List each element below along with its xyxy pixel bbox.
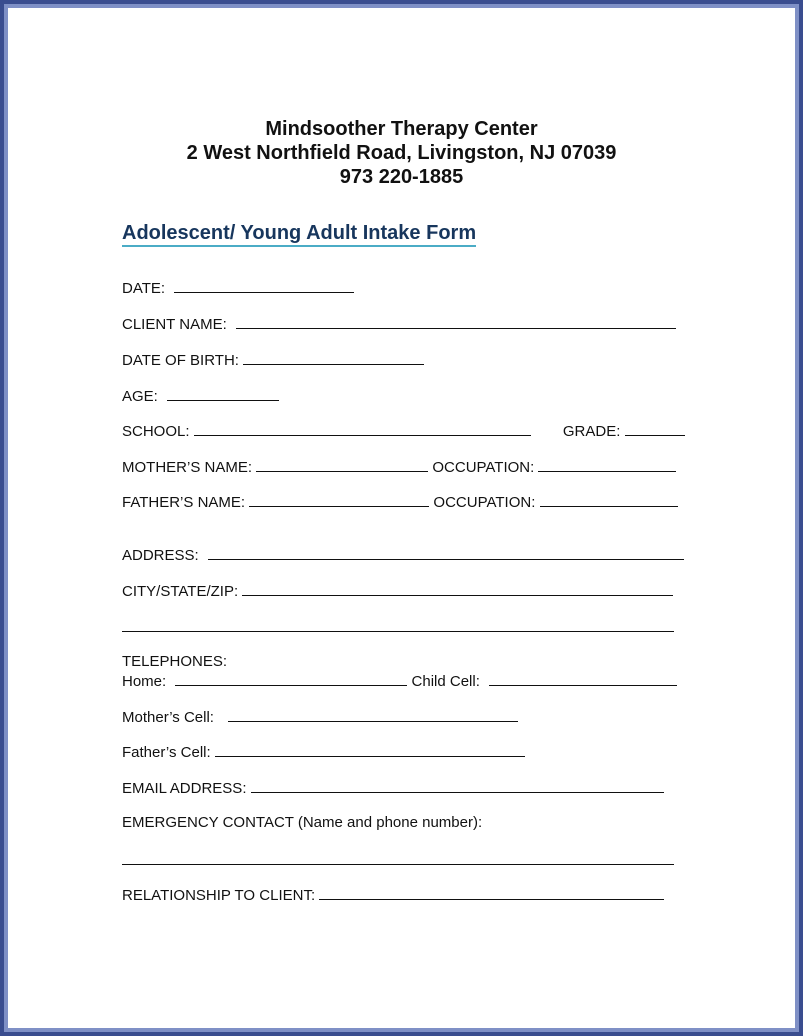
city-state-zip-label: CITY/STATE/ZIP:	[122, 583, 239, 600]
email-field[interactable]	[251, 777, 664, 793]
phone-row	[122, 670, 677, 690]
mother-occupation-label: OCCUPATION:	[432, 459, 535, 476]
email-row	[122, 777, 664, 797]
father-occupation-label: OCCUPATION:	[433, 494, 536, 511]
center-phone: 973 220-1885	[339, 166, 464, 188]
school-field[interactable]	[194, 420, 531, 436]
child-cell-field[interactable]	[489, 670, 677, 686]
mothers-cell-row	[122, 706, 518, 726]
mothers-cell-field[interactable]	[228, 706, 518, 722]
client-name-field[interactable]	[236, 313, 676, 329]
emergency-contact-label: EMERGENCY CONTACT (Name and phone number):	[122, 814, 483, 831]
form-title: Adolescent/ Young Adult Intake Form	[122, 222, 476, 247]
age-row	[122, 385, 279, 405]
mothers-name-label: MOTHER’S NAME:	[122, 459, 253, 476]
address-field[interactable]	[208, 544, 684, 560]
mothers-cell-label: Mother’s Cell:	[122, 709, 214, 726]
telephones-heading: TELEPHONES:	[122, 653, 228, 670]
fathers-cell-label: Father’s Cell:	[122, 744, 211, 761]
father-row	[122, 491, 678, 511]
relationship-row	[122, 884, 664, 904]
city-state-zip-row	[122, 580, 673, 600]
relationship-field[interactable]	[319, 884, 664, 900]
school-label: SCHOOL:	[122, 423, 190, 440]
date-label: DATE:	[122, 280, 166, 297]
dob-label: DATE OF BIRTH:	[122, 352, 239, 369]
grade-field[interactable]	[625, 420, 685, 436]
dob-row	[122, 349, 424, 369]
center-address: 2 West Northfield Road, Livingston, NJ 07039	[186, 142, 617, 164]
home-phone-field[interactable]	[175, 670, 407, 686]
child-cell-label: Child Cell:	[411, 673, 480, 690]
date-field[interactable]	[174, 277, 354, 293]
mother-occupation-field[interactable]	[538, 456, 676, 472]
fathers-name-label: FATHER’S NAME:	[122, 494, 246, 511]
address-row	[122, 544, 684, 564]
age-label: AGE:	[122, 388, 158, 405]
city-state-zip-field[interactable]	[242, 580, 673, 596]
emergency-contact-field[interactable]	[122, 864, 674, 865]
dob-field[interactable]	[243, 349, 424, 365]
address-label: ADDRESS:	[122, 547, 199, 564]
school-row	[122, 420, 685, 440]
age-field[interactable]	[167, 385, 279, 401]
home-label: Home:	[122, 673, 167, 690]
client-name-label: CLIENT NAME:	[122, 316, 227, 333]
center-name: Mindsoother Therapy Center	[265, 118, 538, 140]
relationship-label: RELATIONSHIP TO CLIENT:	[122, 887, 316, 904]
email-label: EMAIL ADDRESS:	[122, 780, 247, 797]
fathers-name-field[interactable]	[249, 491, 429, 507]
date-row	[122, 277, 354, 297]
mothers-name-field[interactable]	[256, 456, 428, 472]
address-extra-line[interactable]	[122, 631, 674, 632]
grade-label: GRADE:	[562, 423, 621, 440]
fathers-cell-row	[122, 741, 525, 761]
father-occupation-field[interactable]	[540, 491, 678, 507]
mother-row	[122, 456, 676, 476]
client-name-row	[122, 313, 676, 333]
fathers-cell-field[interactable]	[215, 741, 525, 757]
